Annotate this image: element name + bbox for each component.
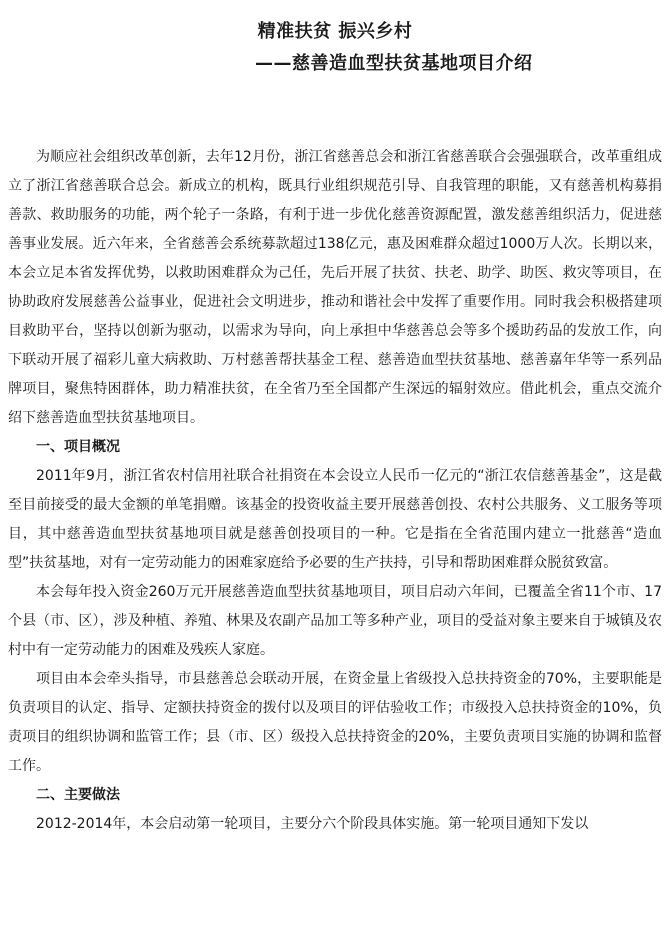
section-heading-overview: 一、项目概况 xyxy=(36,439,120,455)
paragraph-overview-1: 2011年9月，浙江省农村信用社联合社捐资在本会设立人民币一亿元的“浙江农信慈善基金”，这是截至目前接受的最大金额的单笔捐赠。该基金的投资收益主要开展慈善创投、农村公共服务、义工服务等项目，其中慈善造血型扶贫基地项目就是慈善创投项目的一种。它是指在全省范围内建立一批慈善“造血型”扶贫基地，对有一定劳动能力的困难家庭给予必要的生产扶持，引导和帮助困难群众脱贫致富。 xyxy=(8,468,662,571)
paragraph-overview-2: 本会每年投入资金260万元开展慈善造血型扶贫基地项目，项目启动六年间，已覆盖全省11个市、17个县（市、区），涉及种植、养殖、林果及农副产品加工等多种产业，项目的受益对象主要来自于城镇及农村中有一定劳动能力的困难及残疾人家庭。 xyxy=(8,584,662,658)
document-body xyxy=(8,143,662,839)
paragraph-overview-3: 项目由本会牵头指导，市县慈善总会联动开展，在资金量上省级投入总扶持资金的70%，主要职能是负责项目的认定、指导、定额扶持资金的拨付以及项目的评估验收工作；市级投入总扶持资金的10%，负责项目的组织协调和监管工作；县（市、区）级投入总扶持资金的20%，主要负责项目实施的协调和监督工作。 xyxy=(8,671,662,774)
paragraph-intro: 为顺应社会组织改革创新，去年12月份，浙江省慈善总会和浙江省慈善联合会强强联合，改革重组成立了浙江省慈善联合总会。新成立的机构，既具行业组织规范引导、自我管理的职能，又有慈善机构募捐善款、救助服务的功能，两个轮子一条路，有利于进一步优化慈善资源配置，激发慈善组织活力，促进慈善事业发展。近六年来，全省慈善会系统募款超过138亿元，惠及困难群众超过1000万人次。长期以来，本会立足本省发挥优势，以救助困难群众为己任，先后开展了扶贫、扶老、助学、助医、救灾等项目，在协助政府发展慈善公益事业，促进社会文明进步，推动和谐社会中发挥了重要作用。同时我会积极搭建项目救助平台，坚持以创新为驱动，以需求为导向，向上承担中华慈善总会等多个援助药品的发放工作，向下联动开展了福彩儿童大病救助、万村慈善帮扶基金工程、慈善造血型扶贫基地、慈善嘉年华等一系列品牌项目，聚焦特困群体，助力精准扶贫，在全省乃至全国都产生深远的辐射效应。借此机会，重点交流介绍下慈善造血型扶贫基地项目。 xyxy=(8,149,662,426)
page-subtitle: ——慈善造血型扶贫基地项目介绍 xyxy=(255,53,533,74)
paragraph-approach-1: 2012-2014年，本会启动第一轮项目，主要分六个阶段具体实施。第一轮项目通知下发以 xyxy=(36,816,589,832)
section-heading-approach: 二、主要做法 xyxy=(36,787,120,803)
page-title: 精准扶贫 振兴乡村 xyxy=(257,21,413,42)
